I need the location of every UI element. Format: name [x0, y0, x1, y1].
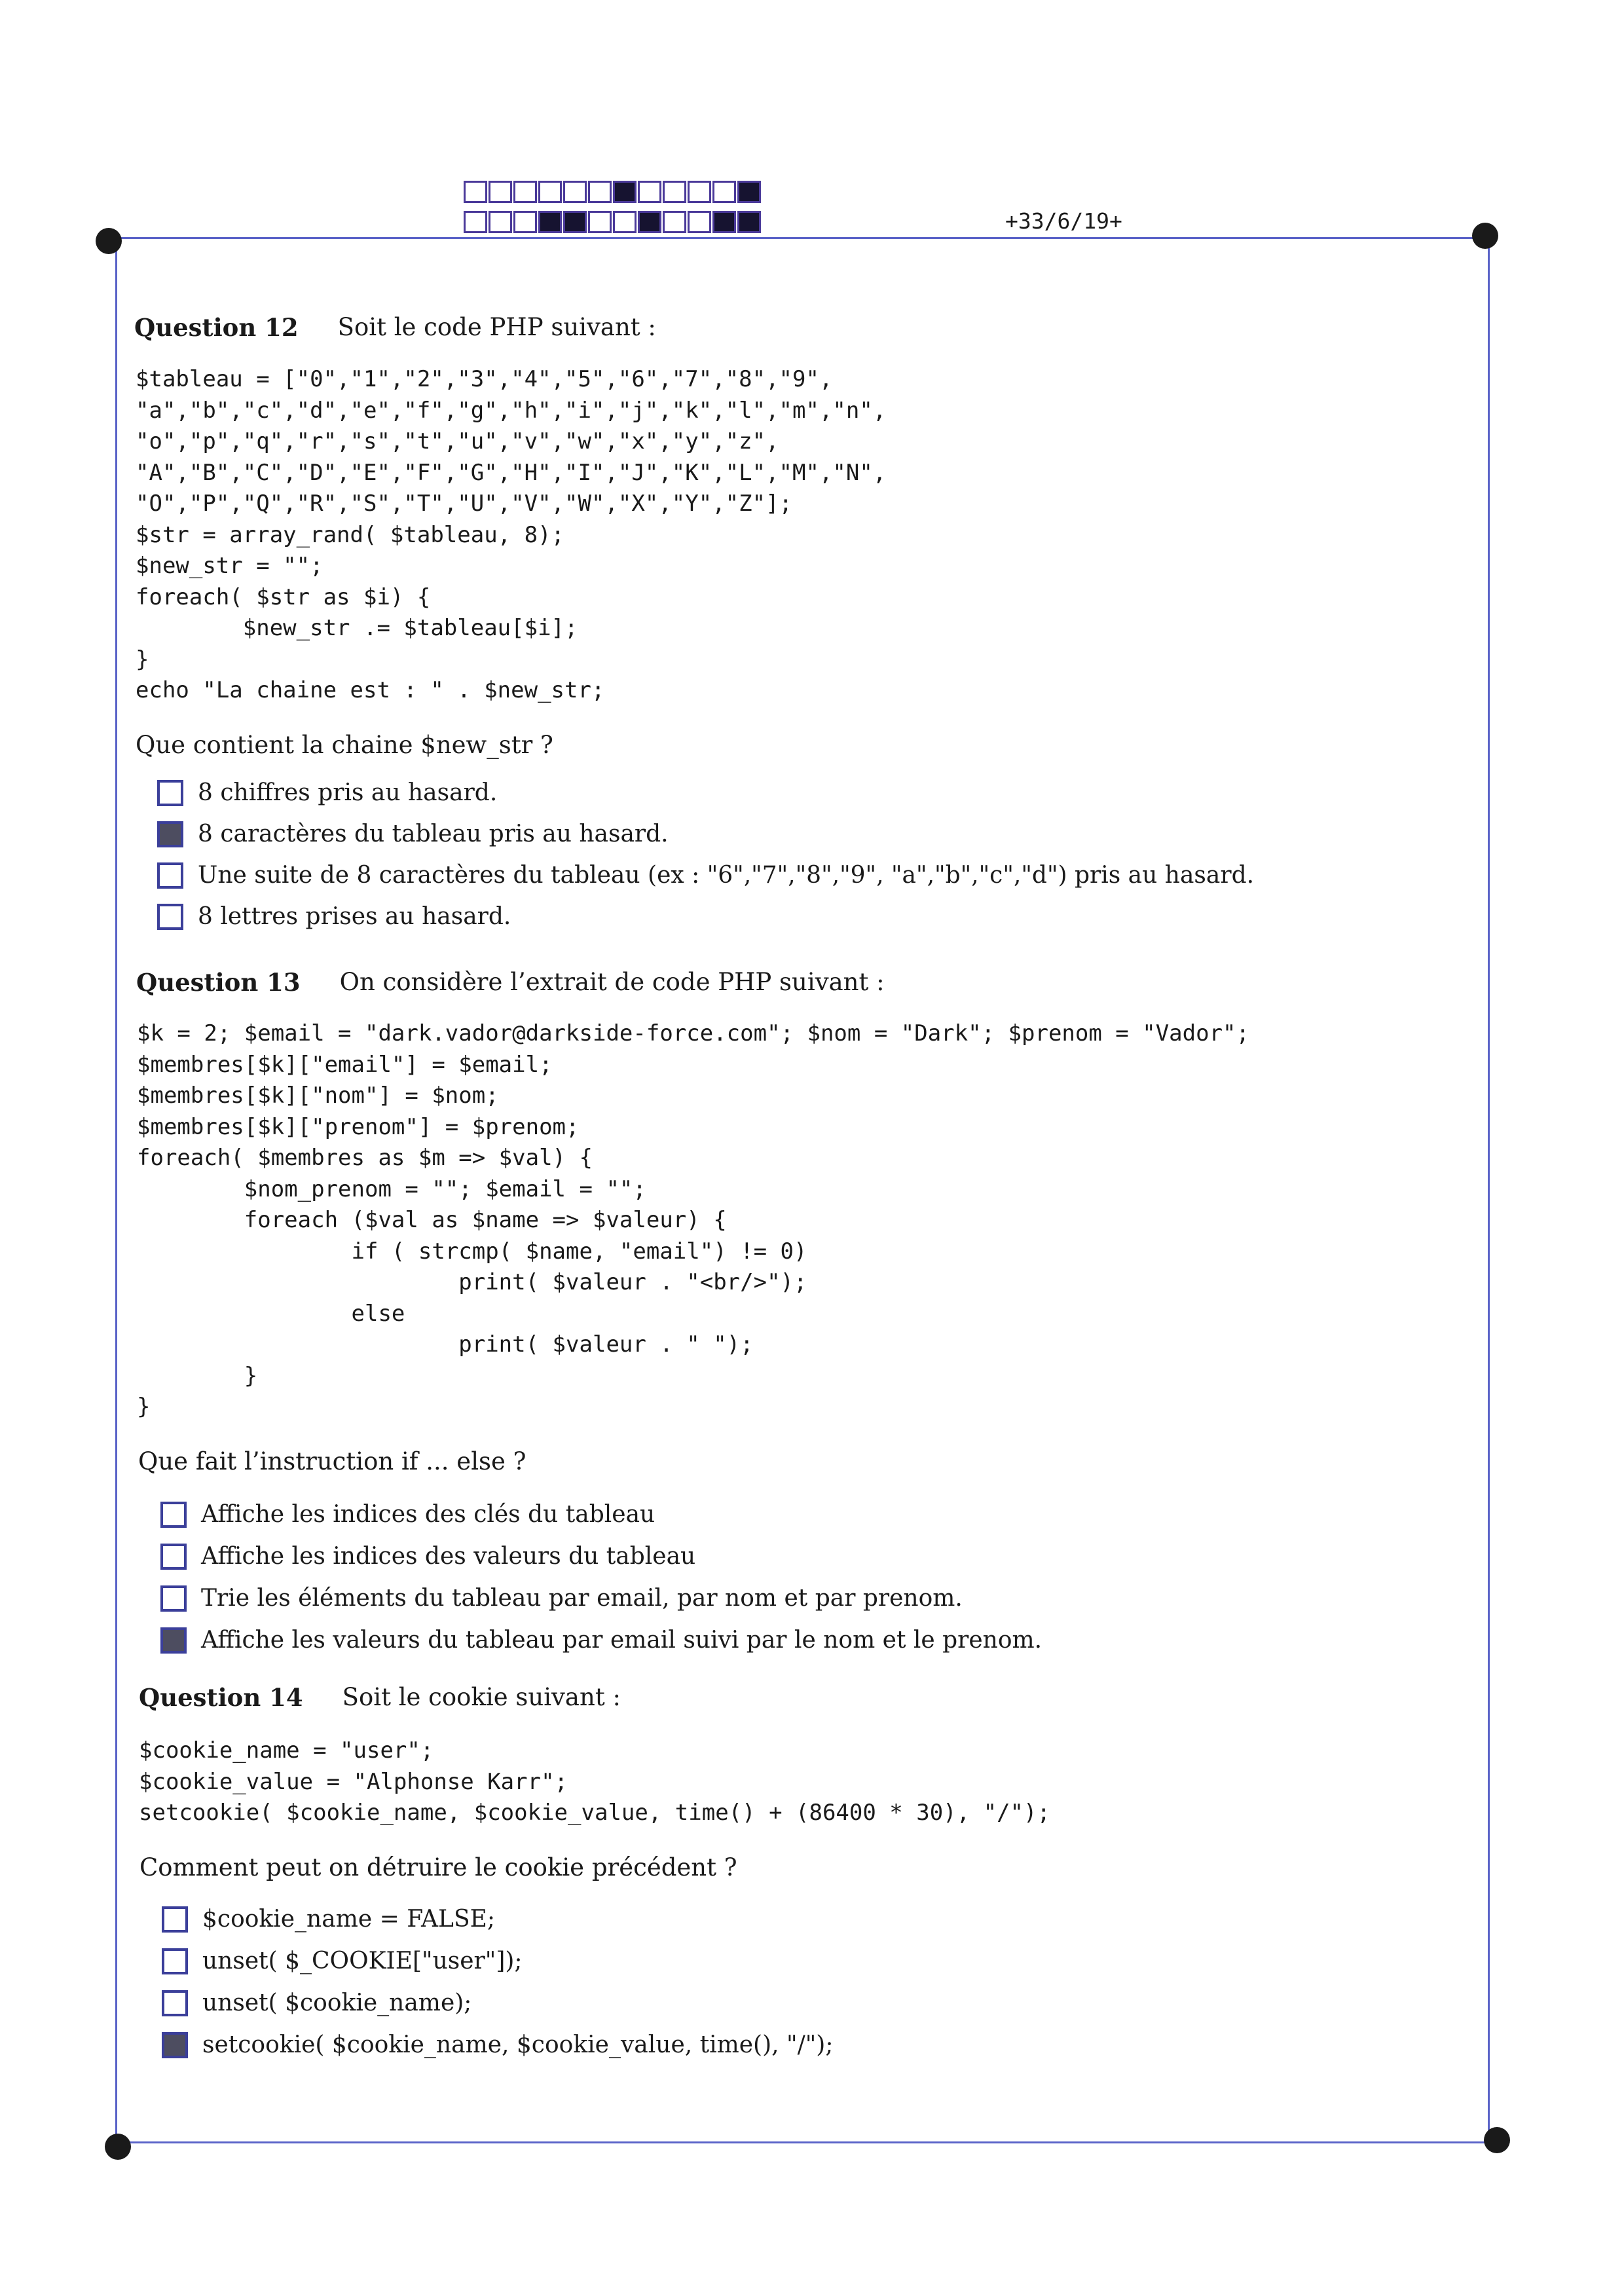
- question-prompt: Soit le code PHP suivant :: [337, 313, 656, 341]
- answer-text: 8 caractères du tableau pris au hasard.: [198, 821, 669, 847]
- answer-option[interactable]: [157, 862, 1254, 889]
- question-text: Que contient la chaine $new_str ?: [136, 731, 553, 759]
- checkbox[interactable]: [157, 821, 183, 847]
- checkbox[interactable]: [162, 1948, 188, 1974]
- question-header: [134, 313, 656, 342]
- frame-right: [1488, 232, 1490, 2135]
- code-block: $cookie_name = "user"; $cookie_value = "Alphonse Karr"; setcookie( $cookie_name, $cookie_value, time() + (86400 * 30), "/");: [139, 1737, 1050, 1826]
- checkbox[interactable]: [162, 1906, 188, 1933]
- sheet-id: +33/6/19+: [1005, 208, 1122, 234]
- code-cell: [712, 211, 736, 233]
- registration-mark-bottom-right: [1484, 2127, 1510, 2153]
- checkbox[interactable]: [160, 1544, 187, 1570]
- checkbox[interactable]: [157, 904, 183, 930]
- checkbox[interactable]: [162, 1990, 188, 2016]
- code-block: $k = 2; $email = "dark.vador@darkside-force.com"; $nom = "Dark"; $prenom = "Vador"; $membres[$k]["email"] = $email; $membres[$k]["nom"] = $nom; $membres[$k]["prenom"] = $prenom; foreach( $membres as $m => $val) { $nom_prenom = ""; $email = ""; foreach ($val as $name => $valeur) { if ( strcmp( $name, "email") != 0) print( $valeur . "<br/>"); else print( $valeur . " "); } }: [137, 1020, 1249, 1420]
- answer-text: 8 lettres prises au hasard.: [198, 903, 511, 930]
- answer-option[interactable]: [160, 1543, 695, 1570]
- checkbox[interactable]: [162, 2032, 188, 2058]
- code-cell: [489, 181, 512, 203]
- code-cell: [688, 211, 711, 233]
- code-cell: [464, 211, 487, 233]
- answer-option[interactable]: [157, 821, 669, 847]
- answer-text: Affiche les indices des clés du tableau: [201, 1501, 655, 1528]
- frame-top: [108, 237, 1485, 239]
- code-cell: [613, 211, 637, 233]
- checkbox[interactable]: [160, 1502, 187, 1528]
- question-header: [139, 1683, 621, 1712]
- code-cell: [613, 181, 637, 203]
- answer-option[interactable]: [160, 1627, 1042, 1654]
- answer-text: unset( $_COOKIE["user"]);: [202, 1948, 523, 1974]
- answer-text: setcookie( $cookie_name, $cookie_value, time(), "/");: [202, 2031, 834, 2058]
- code-cell: [588, 181, 612, 203]
- question-text: Que fait l’instruction if ... else ?: [138, 1447, 526, 1475]
- code-cell: [513, 181, 537, 203]
- code-cell: [638, 181, 661, 203]
- answer-text: 8 chiffres pris au hasard.: [198, 779, 498, 806]
- answer-text: Une suite de 8 caractères du tableau (ex : "6","7","8","9", "a","b","c","d") pris au hasard.: [198, 862, 1255, 889]
- code-cell: [464, 181, 487, 203]
- question-label: Question 14: [139, 1683, 303, 1712]
- code-cell: [489, 211, 512, 233]
- registration-mark-top-right: [1472, 223, 1498, 249]
- question-prompt: Soit le cookie suivant :: [342, 1683, 621, 1711]
- answer-text: Affiche les valeurs du tableau par email suivi par le nom et le prenom.: [201, 1627, 1043, 1654]
- code-block: $tableau = ["0","1","2","3","4","5","6","7","8","9", "a","b","c","d","e","f","g","h","i","j","k","l","m","n", "o","p","q","r","s","t","u","v","w","x","y","z", "A","B","C","D","E","F","G","H","I","J","K","L","M","N", "O","P","Q","R","S","T","U","V","W","X","Y","Z"]; $str = array_rand( $tableau, 8); $new_str = ""; foreach( $str as $i) { $new_str .= $tableau[$i]; } echo "La chaine est : " . $new_str;: [136, 366, 887, 703]
- answer-option[interactable]: [162, 2031, 833, 2058]
- code-cell: [563, 211, 587, 233]
- answer-option[interactable]: [162, 1948, 523, 1974]
- answer-text: Affiche les indices des valeurs du tableau: [201, 1543, 696, 1570]
- code-cell: [638, 211, 661, 233]
- code-cell: [737, 211, 761, 233]
- question-header: [136, 968, 885, 997]
- code-cell: [588, 211, 612, 233]
- answer-option[interactable]: [157, 779, 497, 806]
- answer-option[interactable]: [160, 1585, 963, 1612]
- frame-left: [115, 242, 117, 2135]
- code-cell: [538, 211, 562, 233]
- question-prompt: On considère l’extrait de code PHP suivant :: [339, 968, 885, 996]
- frame-bottom: [118, 2141, 1495, 2143]
- answer-option[interactable]: [162, 1906, 495, 1933]
- checkbox[interactable]: [160, 1585, 187, 1612]
- checkbox[interactable]: [160, 1627, 187, 1654]
- code-cell: [737, 181, 761, 203]
- registration-mark-top-left: [96, 228, 122, 254]
- code-cell: [688, 181, 711, 203]
- question-text: Comment peut on détruire le cookie précédent ?: [139, 1853, 737, 1881]
- code-cell: [712, 181, 736, 203]
- code-cell: [563, 181, 587, 203]
- answer-text: Trie les éléments du tableau par email, par nom et par prenom.: [201, 1585, 963, 1612]
- code-cell: [513, 211, 537, 233]
- code-cell: [663, 181, 686, 203]
- code-cell: [538, 181, 562, 203]
- answer-option[interactable]: [162, 1990, 471, 2016]
- sheet-code-row-2: [464, 211, 762, 233]
- answer-option[interactable]: [160, 1501, 655, 1528]
- checkbox[interactable]: [157, 780, 183, 806]
- answer-text: $cookie_name = FALSE;: [202, 1906, 496, 1933]
- registration-mark-bottom-left: [105, 2134, 131, 2160]
- code-cell: [663, 211, 686, 233]
- question-label: Question 13: [136, 968, 301, 997]
- answer-text: unset( $cookie_name);: [202, 1990, 472, 2016]
- answer-option[interactable]: [157, 903, 511, 930]
- question-label: Question 12: [134, 313, 299, 342]
- checkbox[interactable]: [157, 862, 183, 889]
- sheet-code-row-1: [464, 181, 762, 203]
